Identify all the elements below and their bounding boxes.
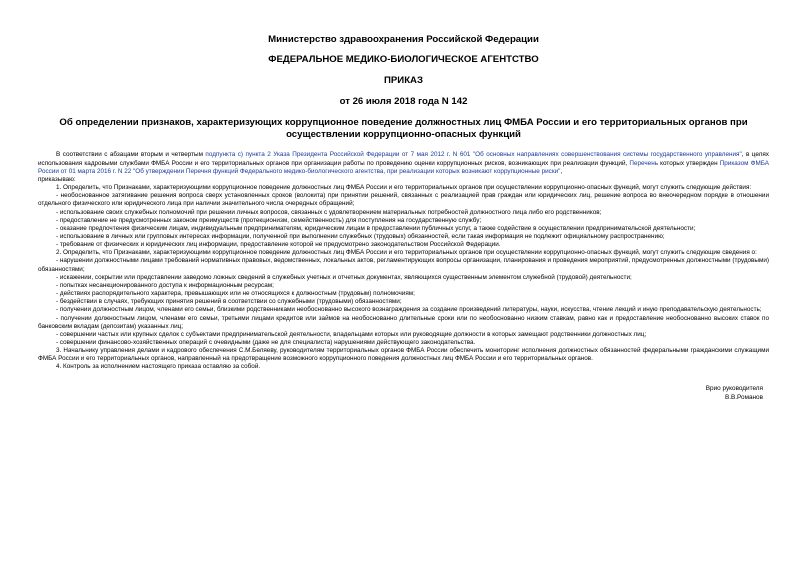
intro-text-2: , в целях использования кадровыми службами ФМБА России и его территориальных органов при организации работы по проведению оценки коррупционных рисков, возникающих при реализации функций, <box>38 151 769 167</box>
list-item: - предоставление не предусмотренных законом преимуществ (протекционизм, семейственность) для поступления на государственную службу; <box>56 216 482 224</box>
intro-text-4: , <box>560 167 563 175</box>
intro-text-1: В соответствии с абзацами вторым и четвертым <box>56 151 206 159</box>
decree-601-link[interactable]: подпункта с) пункта 2 Указа Президента Российской Федерации от 7 мая 2012 г. N 601 "Об основных направлениях совершенствования системы государственного управления" <box>205 151 742 159</box>
list-item: - оказание предпочтения физическим лицам, индивидуальным предпринимателям, юридическим лицам в предоставлении публичных услуг, а также содействие в осуществлении предпринимательской деятельности; <box>56 224 696 232</box>
list-item: - использование в личных или групповых интересах информации, полученной при выполнении служебных (трудовых) обязанностей, если такая информация не подлежит официальному распространению; <box>56 232 665 240</box>
list-item: - совершении частых или крупных сделок с субъектами предпринимательской деятельности, владельцами которых или руководящие должности в которых замещают родственники должностных лиц; <box>56 330 647 338</box>
document-body <box>38 151 769 371</box>
list-item: - получении должностным лицом, членами его семьи, близкими родственниками необоснованно высокого вознаграждения за создание произведений литературы, науки, искусства, чтение лекций и иную преподавательскую деятельность; <box>56 306 762 314</box>
order-22-link[interactable]: Приказом ФМБА России от 01 марта 2016 г. N 22 "Об утверждении Перечня функций Федерального медико-биологического агентства, при реализации которых возникают коррупционные риски" <box>38 159 769 175</box>
document-date-number: от 26 июля 2018 года N 142 <box>339 96 468 107</box>
list-item: - требование от физических и юридических лиц информации, предоставление которой не предусмотрено законодательством Российской Федерации. <box>56 241 501 249</box>
list-item: - бездействии в случаях, требующих принятия решений в соответствии со служебными (трудовыми) обязанностями; <box>56 298 402 306</box>
list-item: - действиях распорядительного характера, превышающих или не относящихся к должностным (трудовым) полномочиям; <box>56 290 415 298</box>
document-title: Об определении признаков, характеризующих коррупционное поведение должностных лиц ФМБА России и его территориальных органов при осуществлении коррупционно-опасных функций <box>59 117 748 141</box>
functions-list-link[interactable]: Перечень <box>629 159 658 167</box>
agency-name: ФЕДЕРАЛЬНОЕ МЕДИКО-БИОЛОГИЧЕСКОЕ АГЕНТСТВО <box>268 54 539 65</box>
list-item: - использование своих служебных полномочий при решении личных вопросов, связанных с удовлетворением материальных потребностей должностного лица либо его родственников; <box>56 208 602 216</box>
ministry-name: Министерство здравоохранения Российской Федерации <box>268 34 539 45</box>
signatory-name: В.В.Романов <box>724 393 763 401</box>
document-type: ПРИКАЗ <box>384 75 423 86</box>
list-item: - необоснованное затягивание решения вопроса сверх установленных сроков (волокита) при принятии решений, связанных с реализацией прав граждан или юридических лиц, решение вопроса во внеочередном порядке в отношении отдельного физического или юридического лица при наличии значительного числа очередных обращений; <box>38 192 769 208</box>
list-item: - искажении, сокрытии или представлении заведомо ложных сведений в служебных учетных и отчетных документах, являющихся существенным элементом служебной (трудовой) деятельности; <box>56 273 632 281</box>
list-item: 4. Контроль за исполнением настоящего приказа оставляю за собой. <box>56 363 261 371</box>
intro-text-3: которых утвержден <box>658 159 720 167</box>
list-item: 3. Начальнику управления делами и кадрового обеспечения С.М.Беляеву, руководителям территориальных органов ФМБА России обеспечить мониторинг исполнения должностных обязанностей федеральными гражданскими служащими ФМБА России и его территориальных органов, направленный на предотвращение возможного коррупционного поведения должностных лиц ФМБА России и его территориальных органов. <box>38 347 769 363</box>
intro-paragraph <box>38 151 769 175</box>
list-item: 2. Определить, что Признаками, характеризующими коррупционное поведение должностных лиц ФМБА России и его территориальных органов при осуществлении коррупционно-опасных функций, могут служить следующие сведения о: <box>56 249 757 257</box>
signatory-position: Врио руководителя <box>705 384 763 392</box>
list-item: - совершении финансово-хозяйственных операций с очевидными (даже не для специалиста) нарушениями действующего законодательства. <box>56 339 476 346</box>
list-item: - получении должностным лицом, членами его семьи, третьими лицами кредитов или займов на необоснованно длительные сроки или по необоснованно низким ставкам, равно как и предоставление необоснованно высоких ставок по банковским вкладам (депозитам) указанных лиц; <box>38 314 769 330</box>
list-item: - нарушении должностными лицами требований нормативных правовых, ведомственных, локальных актов, регламентирующих вопросы организации, планирования и проведения мероприятий, предусмотренных должностными (трудовыми) обязанностями; <box>38 257 769 273</box>
list-item: 1. Определить, что Признаками, характеризующими коррупционное поведение должностных лиц ФМБА России и его территориальных органов при осуществлении коррупционно-опасных функций, могут служить следующие действия: <box>56 184 752 192</box>
signature-block <box>38 384 769 402</box>
list-item: - попытках несанкционированного доступа к информационным ресурсам; <box>56 281 274 289</box>
order-word: приказываю: <box>38 175 76 183</box>
